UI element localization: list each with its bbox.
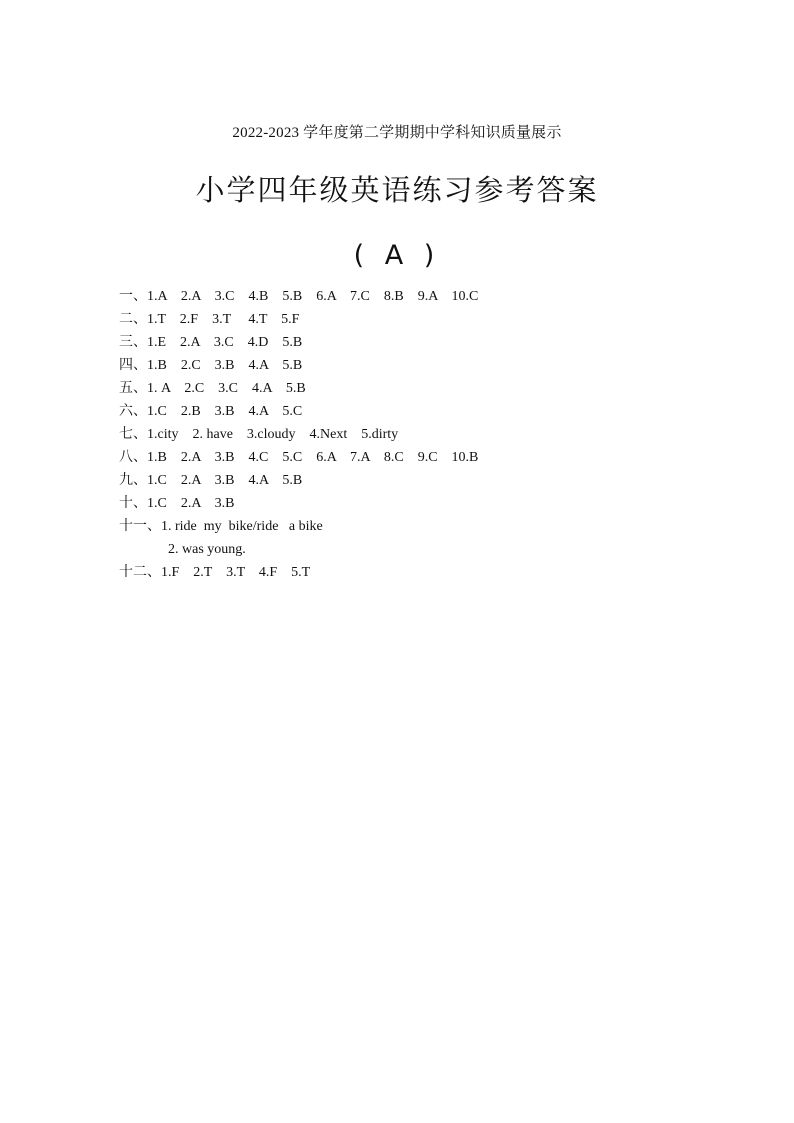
section-number: 二、	[119, 311, 147, 327]
answer-row	[119, 331, 719, 354]
section-number: 六、	[119, 403, 147, 419]
section-number: 四、	[119, 357, 147, 373]
answer-text: 1. A 2.C 3.C 4.A 5.B	[147, 381, 306, 396]
version-label: ( A )	[353, 240, 441, 271]
answer-text: 1.C 2.B 3.B 4.A 5.C	[147, 404, 303, 419]
answer-text: 1. ride my bike/ride a bike	[161, 519, 323, 534]
section-number: 一、	[119, 288, 147, 304]
section-number: 十二、	[119, 564, 161, 580]
section-number: 八、	[119, 449, 147, 465]
answer-text: 1.A 2.A 3.C 4.B 5.B 6.A 7.C 8.B 9.A 10.C	[147, 289, 479, 304]
answer-text: 1.F 2.T 3.T 4.F 5.T	[161, 565, 311, 580]
answer-row	[119, 377, 719, 400]
section-number: 三、	[119, 334, 147, 350]
section-number: 十、	[119, 495, 147, 511]
answer-row	[119, 492, 719, 515]
answer-row	[119, 354, 719, 377]
answer-text: 1.city 2. have 3.cloudy 4.Next 5.dirty	[147, 427, 399, 442]
answer-row	[119, 423, 719, 446]
document-subtitle: 2022-2023 学年度第二学期期中学科知识质量展示	[232, 125, 562, 141]
section-number: 十一、	[119, 518, 161, 534]
answer-row	[119, 308, 719, 331]
answer-list	[119, 285, 719, 584]
answer-text: 1.T 2.F 3.T 4.T 5.F	[147, 312, 300, 327]
answer-text: 1.C 2.A 3.B	[147, 496, 235, 511]
answer-row	[119, 469, 719, 492]
answer-row	[119, 561, 719, 584]
answer-row	[119, 400, 719, 423]
section-number: 七、	[119, 426, 147, 442]
section-number: 九、	[119, 472, 147, 488]
answer-row	[119, 285, 719, 308]
answer-row-continuation	[119, 538, 719, 561]
answer-text: 2. was young.	[168, 542, 246, 557]
document-title: 小学四年级英语练习参考答案	[195, 173, 599, 207]
answer-row	[119, 515, 719, 538]
answer-text: 1.C 2.A 3.B 4.A 5.B	[147, 473, 303, 488]
answer-text: 1.E 2.A 3.C 4.D 5.B	[147, 335, 303, 350]
answer-text: 1.B 2.C 3.B 4.A 5.B	[147, 358, 303, 373]
answer-text: 1.B 2.A 3.B 4.C 5.C 6.A 7.A 8.C 9.C 10.B	[147, 450, 479, 465]
section-number: 五、	[119, 380, 147, 396]
answer-row	[119, 446, 719, 469]
